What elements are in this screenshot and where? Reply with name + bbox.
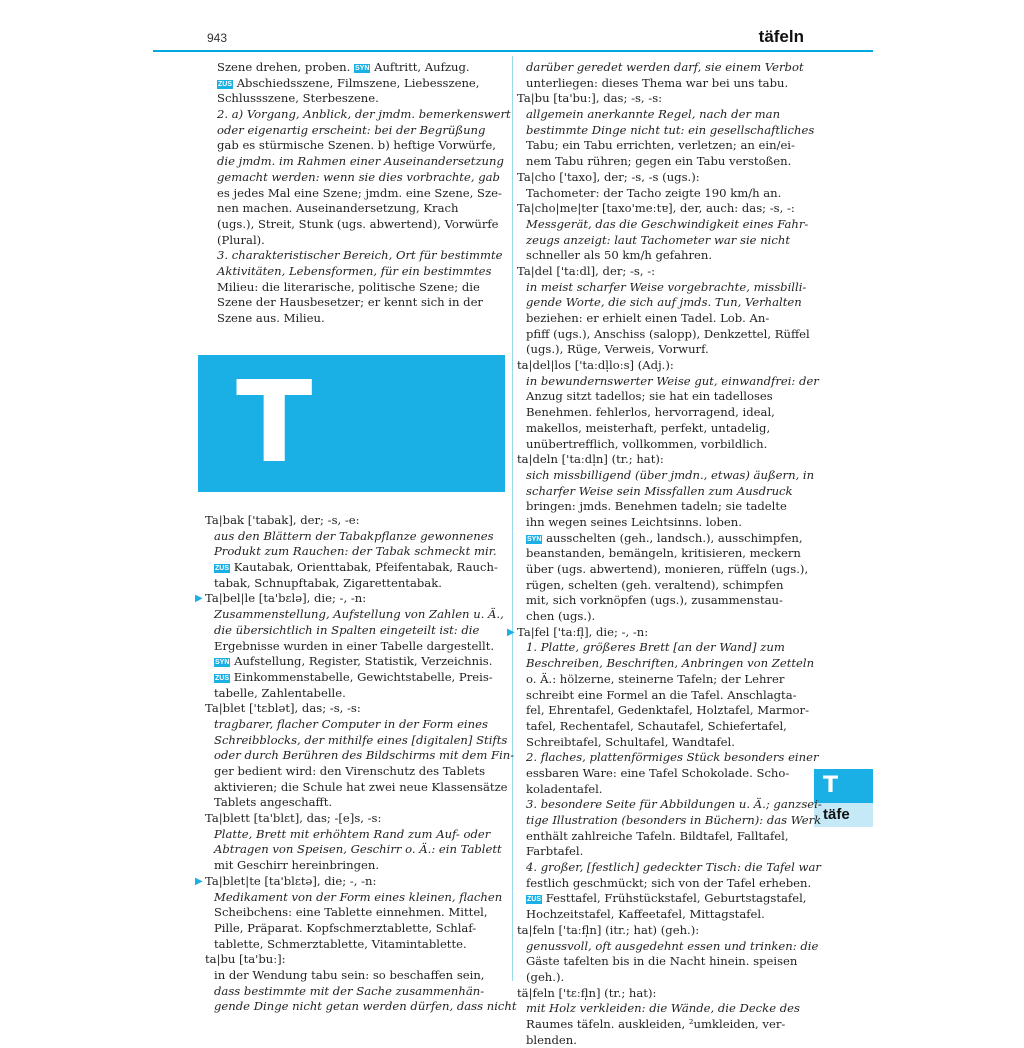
thumb-index-tab[interactable] bbox=[814, 769, 873, 827]
text-line: 1. Platte, größeres Brett [an der Wand] zum bbox=[526, 640, 785, 655]
text-line: koladentafel. bbox=[526, 781, 603, 796]
text-line: (geh.). bbox=[526, 969, 565, 984]
zus-tag: ZUS bbox=[215, 565, 229, 573]
text-line: bestimmte Dinge nicht tut: ein gesellschaftliches bbox=[526, 122, 815, 137]
text-line: Aktivitäten, Lebensformen, für ein bestimmtes bbox=[217, 263, 492, 278]
text-line: ihn wegen seines Leichtsinns. loben. bbox=[526, 514, 742, 529]
text-line: 2. a) Vorgang, Anblick, der jmdm. bemerkenswert bbox=[217, 107, 511, 122]
entry-headword: Ta|cho ['taxo], der; -s, -s (ugs.): bbox=[517, 169, 700, 184]
text-line: Schreibtafel, Schultafel, Wandtafel. bbox=[526, 734, 735, 749]
text-line: Raumes täfeln. auskleiden, ²umkleiden, ver- bbox=[526, 1016, 786, 1031]
column-2 bbox=[507, 60, 822, 1048]
column-1-top bbox=[217, 60, 511, 327]
text-line: mit Geschirr hereinbringen. bbox=[214, 858, 380, 873]
text-line: allgemein anerkannte Regel, nach der man bbox=[526, 107, 781, 122]
text-line: Hochzeitstafel, Kaffeetafel, Mittagstafel. bbox=[526, 907, 765, 922]
text-line: in bewundernswerter Weise gut, einwandfrei: der bbox=[526, 373, 819, 388]
text-line: SYN ausschelten (geh., landsch.), ausschimpfen, bbox=[527, 530, 803, 545]
text-line: Szene der Hausbesetzer; er kennt sich in der bbox=[217, 295, 483, 310]
text-line: Schreibblocks, der mithilfe eines [digitalen] Stifts bbox=[214, 732, 508, 747]
text-line: die jmdm. im Rahmen einer Auseinandersetzung bbox=[217, 154, 504, 169]
text-line: zeugs anzeigt: laut Tachometer war sie nicht bbox=[526, 232, 791, 247]
text-line: 2. flaches, plattenförmiges Stück besonders einer bbox=[526, 750, 819, 765]
text-line: Szene drehen, proben. SYN Auftritt, Aufzug. bbox=[217, 60, 470, 74]
entry-headword: Ta|del ['taːdl], der; -s, -: bbox=[517, 263, 656, 278]
text-line: (ugs.), Streit, Stunk (ugs. abwertend), Vorwürfe bbox=[217, 216, 499, 231]
text-line: tabelle, Zahlentabelle. bbox=[214, 685, 346, 700]
text-line: tige Illustration (besonders in Büchern): das Werk bbox=[526, 813, 822, 827]
text-line: Tablets angeschafft. bbox=[214, 795, 333, 810]
text-line: ZUS Einkommenstabelle, Gewichtstabelle, Preis- bbox=[215, 669, 493, 684]
text-line: essbaren Ware: eine Tafel Schokolade. Scho- bbox=[526, 765, 790, 780]
thumb-index-label: täfe bbox=[814, 803, 873, 827]
text-line: ZUS Abschiedsszene, Filmszene, Liebesszene, bbox=[218, 75, 480, 90]
text-line: es jedes Mal eine Szene; jmdm. eine Szene, Sze- bbox=[217, 185, 502, 200]
text-line: Messgerät, das die Geschwindigkeit eines Fahr- bbox=[526, 216, 809, 231]
text-line: Schlussszene, Sterbeszene. bbox=[217, 91, 379, 106]
thumb-index-letter: T bbox=[814, 769, 873, 803]
text-line: gende Worte, die sich auf jmds. Tun, Verhalten bbox=[526, 295, 802, 310]
text-line: pfiff (ugs.), Anschiss (salopp), Denkzettel, Rüffel bbox=[526, 326, 810, 341]
text-line: darüber geredet werden darf, sie einem Verbot bbox=[526, 60, 804, 74]
text-line: in der Wendung tabu sein: so beschaffen sein, bbox=[214, 967, 485, 982]
text-line: Farbtafel. bbox=[526, 844, 584, 859]
entry-headword: ▶ Ta|blet|te [ta'blɛtə], die; -, -n: bbox=[195, 873, 377, 888]
page-number: 943 bbox=[207, 31, 228, 45]
text-line: gab es stürmische Szenen. b) heftige Vorwürfe, bbox=[217, 138, 496, 153]
header-rule bbox=[153, 50, 873, 52]
text-line: Platte, Brett mit erhöhtem Rand zum Auf- oder bbox=[214, 826, 491, 841]
text-line: o. Ä.: hölzerne, steinerne Tafeln; der Lehrer bbox=[526, 671, 785, 686]
column-1-bottom bbox=[195, 513, 517, 1015]
text-line: genussvoll, oft ausgedehnt essen und trinken: die bbox=[526, 938, 819, 953]
entry-headword: ▶ Ta|fel ['taːfl̩], die; -, -n: bbox=[507, 624, 649, 639]
text-line: aus den Blättern der Tabakpflanze gewonnenes bbox=[214, 528, 494, 543]
arrow-marker-icon: ▶ bbox=[195, 875, 203, 887]
text-line: beziehen: er erhielt einen Tadel. Lob. An- bbox=[526, 311, 770, 325]
section-letter: T bbox=[236, 358, 313, 488]
text-line: SYN Aufstellung, Register, Statistik, Verzeichnis. bbox=[215, 654, 493, 669]
text-line: in meist scharfer Weise vorgebrachte, missbilli- bbox=[526, 279, 807, 294]
text-line: schreibt eine Formel an die Tafel. Anschlagta- bbox=[526, 687, 797, 702]
arrow-marker-icon: ▶ bbox=[195, 593, 203, 605]
text-line: festlich geschmückt; sich von der Tafel erheben. bbox=[526, 875, 812, 890]
text-line: Benehmen. fehlerlos, hervorragend, ideal, bbox=[526, 405, 775, 420]
syn-tag: SYN bbox=[215, 659, 230, 667]
text-line: bringen: jmds. Benehmen tadeln; sie tadelte bbox=[526, 499, 787, 514]
letter-section-block bbox=[198, 355, 505, 492]
text-line: sich missbilligend (über jmdn., etwas) äußern, in bbox=[526, 467, 815, 482]
text-line: schneller als 50 km/h gefahren. bbox=[526, 248, 713, 263]
text-line: tragbarer, flacher Computer in der Form eines bbox=[214, 716, 488, 731]
text-line: Scheibchens: eine Tablette einnehmen. Mittel, bbox=[214, 905, 488, 920]
text-line: Produkt zum Rauchen: der Tabak schmeckt mir. bbox=[214, 544, 497, 559]
text-line: Gäste tafelten bis in die Nacht hinein. speisen bbox=[526, 954, 798, 969]
text-line: Zusammenstellung, Aufstellung von Zahlen u. Ä., bbox=[214, 607, 504, 622]
text-line: Milieu: die literarische, politische Szene; die bbox=[217, 279, 480, 294]
text-line: ZUS Festtafel, Frühstückstafel, Geburtstagstafel, bbox=[527, 891, 807, 906]
text-line: 3. charakteristischer Bereich, Ort für bestimmte bbox=[217, 248, 503, 263]
text-line: über (ugs. abwertend), monieren, rüffeln (ugs.), bbox=[526, 562, 809, 576]
text-line: nem Tabu rühren; gegen ein Tabu verstoßen. bbox=[526, 154, 792, 169]
text-line: rügen, schelten (geh. veraltend), schimpfen bbox=[526, 577, 784, 592]
entry-headword: ta|del|los ['taːdl̩loːs] (Adj.): bbox=[517, 358, 674, 373]
text-line: blenden. bbox=[526, 1032, 577, 1047]
zus-tag: ZUS bbox=[215, 674, 229, 682]
text-line: tabak, Schnupftabak, Zigarettentabak. bbox=[214, 575, 442, 590]
text-line: Tabu; ein Tabu errichten, verletzen; an ein/ei- bbox=[526, 138, 795, 153]
text-line: Pille, Präparat. Kopfschmerztablette, Schlaf- bbox=[214, 920, 477, 935]
text-line: (Plural). bbox=[217, 232, 265, 247]
text-line: Ergebnisse wurden in einer Tabelle dargestellt. bbox=[214, 638, 495, 653]
entry-headword: tä|feln ['tɛːfl̩n] (tr.; hat): bbox=[517, 985, 657, 1000]
entry-headword: ta|feln ['taːfl̩n] (itr.; hat) (geh.): bbox=[517, 922, 700, 937]
text-line: ger bedient wird: den Virenschutz des Tablets bbox=[214, 764, 486, 778]
text-line: Tachometer: der Tacho zeigte 190 km/h an. bbox=[526, 185, 782, 200]
text-line: gemacht werden: wenn sie dies vorbrachte, gab bbox=[217, 169, 500, 184]
entry-headword: Ta|bak ['tabak], der; -s, -e: bbox=[205, 513, 360, 527]
syn-tag: SYN bbox=[354, 65, 370, 72]
entry-headword: ta|bu [ta'buː]: bbox=[205, 952, 286, 967]
text-line: scharfer Weise sein Missfallen zum Ausdruck bbox=[526, 483, 793, 498]
text-line: 4. großer, [festlich] gedeckter Tisch: die Tafel war bbox=[526, 860, 821, 875]
text-line: Szene aus. Milieu. bbox=[217, 311, 325, 325]
text-line: Medikament von der Form eines kleinen, flachen bbox=[214, 889, 503, 904]
text-line: (ugs.), Rüge, Verweis, Vorwurf. bbox=[526, 342, 709, 357]
entry-headword: ▶ Ta|bel|le [ta'bɛlə], die; -, -n: bbox=[195, 591, 367, 606]
text-line: Abtragen von Speisen, Geschirr o. Ä.: ein Tablett bbox=[214, 842, 502, 857]
text-line: ZUS Kautabak, Orienttabak, Pfeifentabak, Rauch- bbox=[215, 560, 498, 575]
guide-word: täfeln bbox=[758, 27, 804, 46]
entry-headword: ta|deln ['taːdl̩n] (tr.; hat): bbox=[517, 452, 664, 467]
text-line: unterliegen: dieses Thema war bei uns tabu. bbox=[526, 75, 789, 90]
text-line: mit, sich vorknöpfen (ugs.), zusammenstau- bbox=[526, 593, 783, 608]
text-line: beanstanden, bemängeln, kritisieren, meckern bbox=[526, 546, 801, 561]
text-line: mit Holz verkleiden: die Wände, die Decke des bbox=[526, 1001, 800, 1016]
text-line: dass bestimmte mit der Sache zusammenhän- bbox=[214, 983, 485, 998]
text-line: oder durch Berühren des Bildschirms mit dem Fin- bbox=[214, 748, 515, 763]
arrow-marker-icon: ▶ bbox=[507, 626, 515, 638]
entry-headword: Ta|blet ['tɛblət], das; -s, -s: bbox=[205, 701, 361, 716]
entry-headword: Ta|blett [ta'blɛt], das; -[e]s, -s: bbox=[205, 811, 382, 826]
zus-tag: ZUS bbox=[527, 896, 541, 904]
text-line: aktivieren; die Schule hat zwei neue Klassensätze bbox=[214, 779, 508, 794]
text-line: enthält zahlreiche Tafeln. Bildtafel, Falltafel, bbox=[526, 828, 789, 843]
entry-headword: Ta|bu [ta'buː], das; -s, -s: bbox=[517, 91, 663, 106]
text-line: fel, Ehrentafel, Gedenktafel, Holztafel, Marmor- bbox=[526, 703, 809, 718]
text-line: gende Dinge nicht getan werden dürfen, dass nicht bbox=[214, 999, 517, 1014]
text-line: oder eigenartig erscheint: bei der Begrüßung bbox=[217, 122, 486, 137]
text-line: tafel, Rechentafel, Schautafel, Schiefertafel, bbox=[526, 718, 787, 733]
syn-tag: SYN bbox=[527, 535, 542, 543]
text-line: 3. besondere Seite für Abbildungen u. Ä.; ganzsei- bbox=[526, 797, 822, 812]
text-line: Anzug sitzt tadellos; sie hat ein tadelloses bbox=[526, 389, 773, 404]
text-line: nen machen. Auseinandersetzung, Krach bbox=[217, 201, 459, 216]
text-line: unübertrefflich, vollkommen, vorbildlich. bbox=[526, 436, 768, 451]
text-line: tablette, Schmerztablette, Vitamintablette. bbox=[214, 936, 467, 951]
text-line: die übersichtlich in Spalten eingeteilt ist: die bbox=[214, 622, 480, 637]
entry-headword: Ta|cho|me|ter [taxo'meːtɐ], der, auch: das; -s, -: bbox=[517, 201, 795, 216]
text-line: chen (ugs.). bbox=[526, 609, 596, 624]
zus-tag: ZUS bbox=[218, 80, 232, 88]
text-line: makellos, meisterhaft, perfekt, untadelig, bbox=[526, 420, 771, 435]
text-line: Beschreiben, Beschriften, Anbringen von Zetteln bbox=[526, 656, 815, 671]
